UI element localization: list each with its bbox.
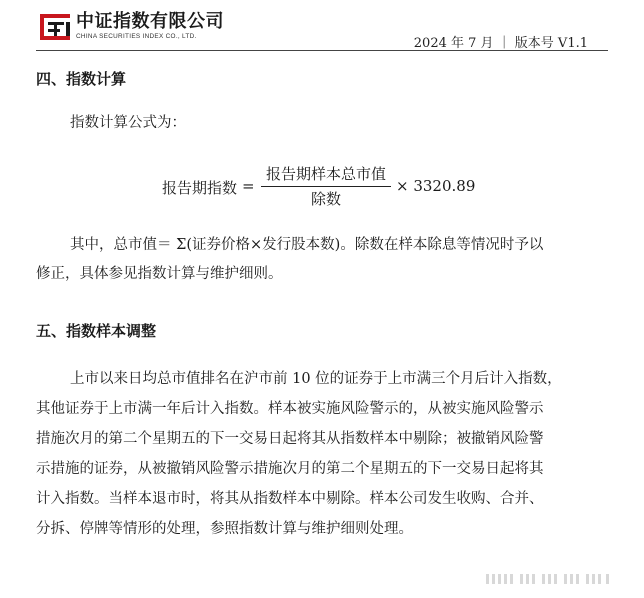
company-name-en: CHINA SECURITIES INDEX CO., LTD. (76, 33, 197, 40)
header-divider (36, 50, 608, 51)
paragraph-line: 其他证券于上市满一年后计入指数。样本被实施风险警示的，从被实施风险警示 (36, 401, 544, 417)
paragraph-line: 修正，具体参见指数计算与维护细则。 (36, 266, 283, 282)
formula-lhs: 报告期指数 (162, 179, 238, 197)
paragraph-line: 计入指数。当样本退市时，将其从指数样本中剔除。样本公司发生收购、合并、 (36, 491, 544, 507)
version-info: 2024 年 7 月 ｜ 版本号 V1.1 (413, 36, 588, 51)
formula-numerator: 报告期样本总市值 (265, 165, 386, 183)
company-name-cn: 中证指数有限公司 (76, 11, 224, 32)
paragraph-line: 分拆、停牌等情形的处理，参照指数计算与维护细则处理。 (36, 521, 413, 537)
formula-fraction (261, 163, 391, 210)
formula-equals: = (242, 177, 255, 195)
paragraph-line: 措施次月的第二个星期五的下一交易日起将其从指数样本中剔除；被撤销风险警 (36, 431, 544, 447)
paragraph-line: 其中，总市值＝ Σ(证券价格×发行股本数)。除数在样本除息等情况时予以 (70, 237, 544, 253)
section-heading-sample-adjustment: 五、指数样本调整 (36, 322, 157, 340)
formula-multiplier: × 3320.89 (396, 177, 476, 195)
watermark-stripes-icon (486, 572, 614, 586)
paragraph-line: 示措施的证券，从被撤销风险警示措施次月的第二个星期五的下一交易日起将其 (36, 461, 544, 477)
paragraph-line: 上市以来日均总市值排名在沪市前 10 位的证券于上市满三个月后计入指数， (70, 371, 562, 387)
fraction-bar (261, 186, 391, 187)
formula-intro: 指数计算公式为： (70, 115, 186, 131)
formula-denominator: 除数 (310, 190, 341, 208)
page-header (0, 0, 644, 50)
csi-logo-icon (40, 12, 70, 42)
section-heading-index-calculation: 四、指数计算 (36, 70, 127, 88)
